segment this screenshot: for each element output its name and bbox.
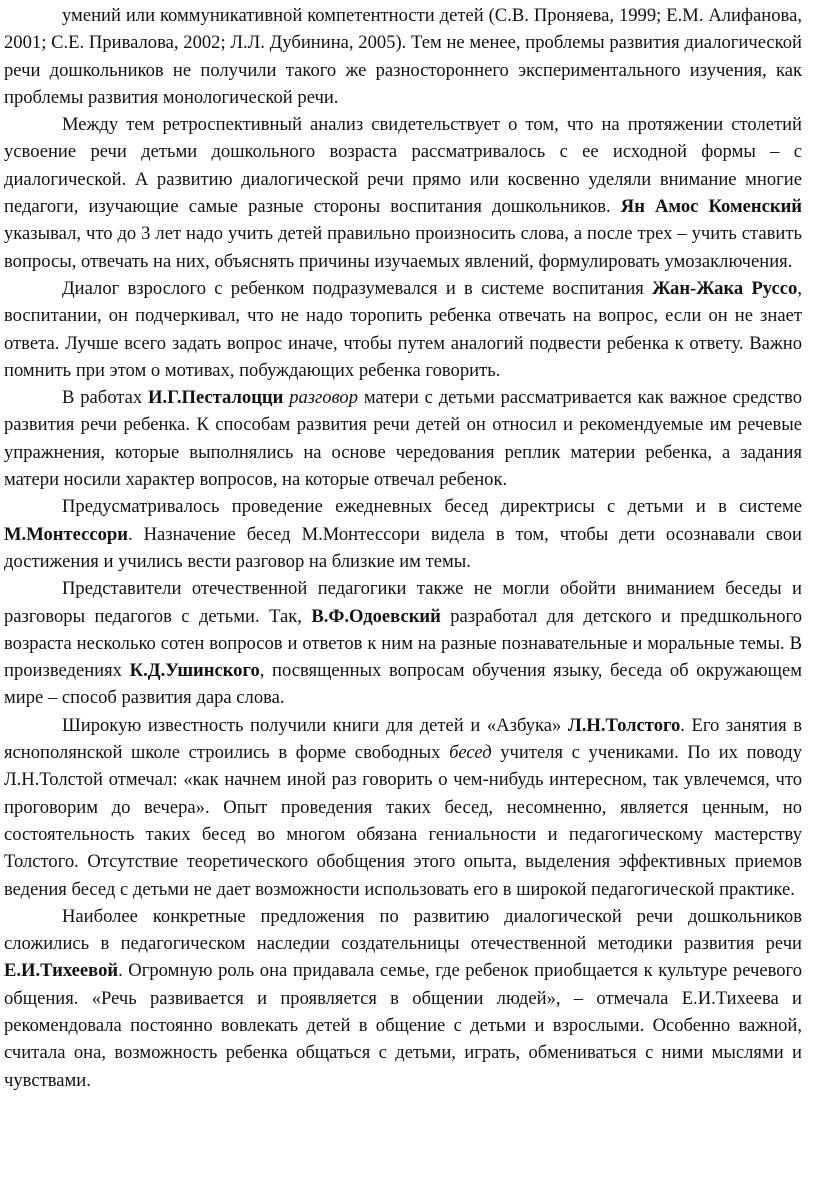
paragraph-4 (4, 384, 802, 493)
bold-name-run: Ян Амос Коменский (620, 196, 803, 218)
text-run: . Его занятия в яснополянской школе строились в форме свободных (4, 714, 803, 764)
paragraph-2 (4, 111, 802, 275)
bold-name-run: Жан-Жака Руссо (652, 277, 798, 299)
bold-name-run: Л.Н.Толстого (567, 714, 681, 736)
text-run: Широкую известность получили книги для детей и «Азбука» (62, 714, 568, 736)
text-run: В работах (62, 387, 148, 409)
text-run: . Назначение бесед М.Монтессори видела в том, чтобы дети осознавали свои достижения и учились вести разговор на близкие им темы. (4, 523, 802, 572)
text-run: разработал для детского и предшкольного возраста несколько сотен вопросов и ответов к ним на разные познавательные и моральные темы. В произведениях (4, 605, 802, 682)
italic-run: бесед (449, 742, 492, 764)
text-run: , посвященных вопросам обучения языку, беседа об окружающем мире – способ развития дара слова. (4, 660, 802, 709)
bold-name-run: Е.И.Тихеевой (4, 960, 119, 982)
document-body (4, 2, 802, 1094)
text-run: указывал, что до 3 лет надо учить детей правильно произносить слова, а после трех – учить ставить вопросы, отвечать на них, объяснять причины изучаемых явлений, формулировать умозаключения. (4, 223, 802, 272)
text-run: . Огромную роль она придавала семье, где ребенок приобщается к культуре речевого общения. «Речь развивается и проявляется в общении людей», – отмечала Е.И.Тихеева и рекомендовала постоянно вовлекать детей в общение с детьми и взрослыми. Особенно важной, считала она, возможность ребенка общаться с детьми, играть, обмениваться с ними мыслями и чувствами. (4, 960, 802, 1091)
paragraph-3 (4, 275, 802, 384)
text-run: Представители отечественной педагогики также не могли обойти вниманием беседы и разговоры педагогов с детьми. Так, (4, 578, 802, 627)
bold-name-run: И.Г.Песталоцци (147, 387, 284, 409)
text-run: Диалог взрослого с ребенком подразумевался и в системе воспитания (62, 277, 653, 299)
bold-name-run: К.Д.Ушинского (129, 660, 260, 682)
text-run: Между тем ретроспективный анализ свидетельствует о том, что на протяжении столетий усвоение речи детьми дошкольного возраста рассматривалось с ее исходной формы – с диалогической. А развитию диалогической речи прямо или косвенно уделяли внимание многие педагоги, изучающие самые разные стороны воспитания дошкольников. (4, 114, 802, 218)
paragraph-8 (4, 903, 802, 1094)
paragraph-1 (4, 2, 802, 111)
text-run: , воспитании, он подчеркивал, что не надо торопить ребенка отвечать на вопрос, если он не знает ответа. Лучше всего задать вопрос иначе, чтобы путем аналогий подвести ребенка к ответу. Важно помнить при этом о мотивах, побуждающих ребенка говорить. (4, 277, 802, 381)
bold-name-run: В.Ф.Одоевский (311, 605, 441, 627)
bold-name-run: М.Монтессори (4, 523, 128, 545)
italic-run: разговор (289, 387, 359, 409)
paragraph-5 (4, 493, 802, 575)
paragraph-7 (4, 712, 802, 903)
text-run: Предусматривалось проведение ежедневных бесед директрисы с детьми и в системе (62, 496, 802, 518)
text-run: Наиболее конкретные предложения по развитию диалогической речи дошкольников сложились в педагогическом наследии создательницы отечественной методики развития речи (4, 905, 802, 955)
text-run: учителя с учениками. По их поводу Л.Н.Толстой отмечал: «как начнем иной раз говорить о чем-нибудь интересном, так увлечемся, что проговорим до вечера». Опыт проведения таких бесед, несомненно, является ценным, но состоятельность таких бесед во многом обязана гениальности и педагогическому мастерству Толстого. Отсутствие теоретического обобщения этого опыта, выделения эффективных приемов ведения бесед с детьми не дает возможности использовать его в широкой педагогической практике. (4, 742, 802, 900)
text-run: умений или коммуникативной компетентности детей (С.В. Проняева, 1999; Е.М. Алифанова, 2001; С.Е. Привалова, 2002; Л.Л. Дубинина, 2005). Тем не менее, проблемы развития диалогической речи дошкольников не получили такого же разностороннего экспериментального изучения, как проблемы развития монологической речи. (4, 5, 802, 108)
paragraph-6 (4, 575, 802, 711)
text-run: матери с детьми рассматривается как важное средство развития речи ребенка. К способам развития речи детей он относил и рекомендуемые им речевые упражнения, которые выполнялись на основе чередования реплик материи ребенка, а задания матери носили характер вопросов, на которые отвечал ребенок. (4, 387, 802, 491)
